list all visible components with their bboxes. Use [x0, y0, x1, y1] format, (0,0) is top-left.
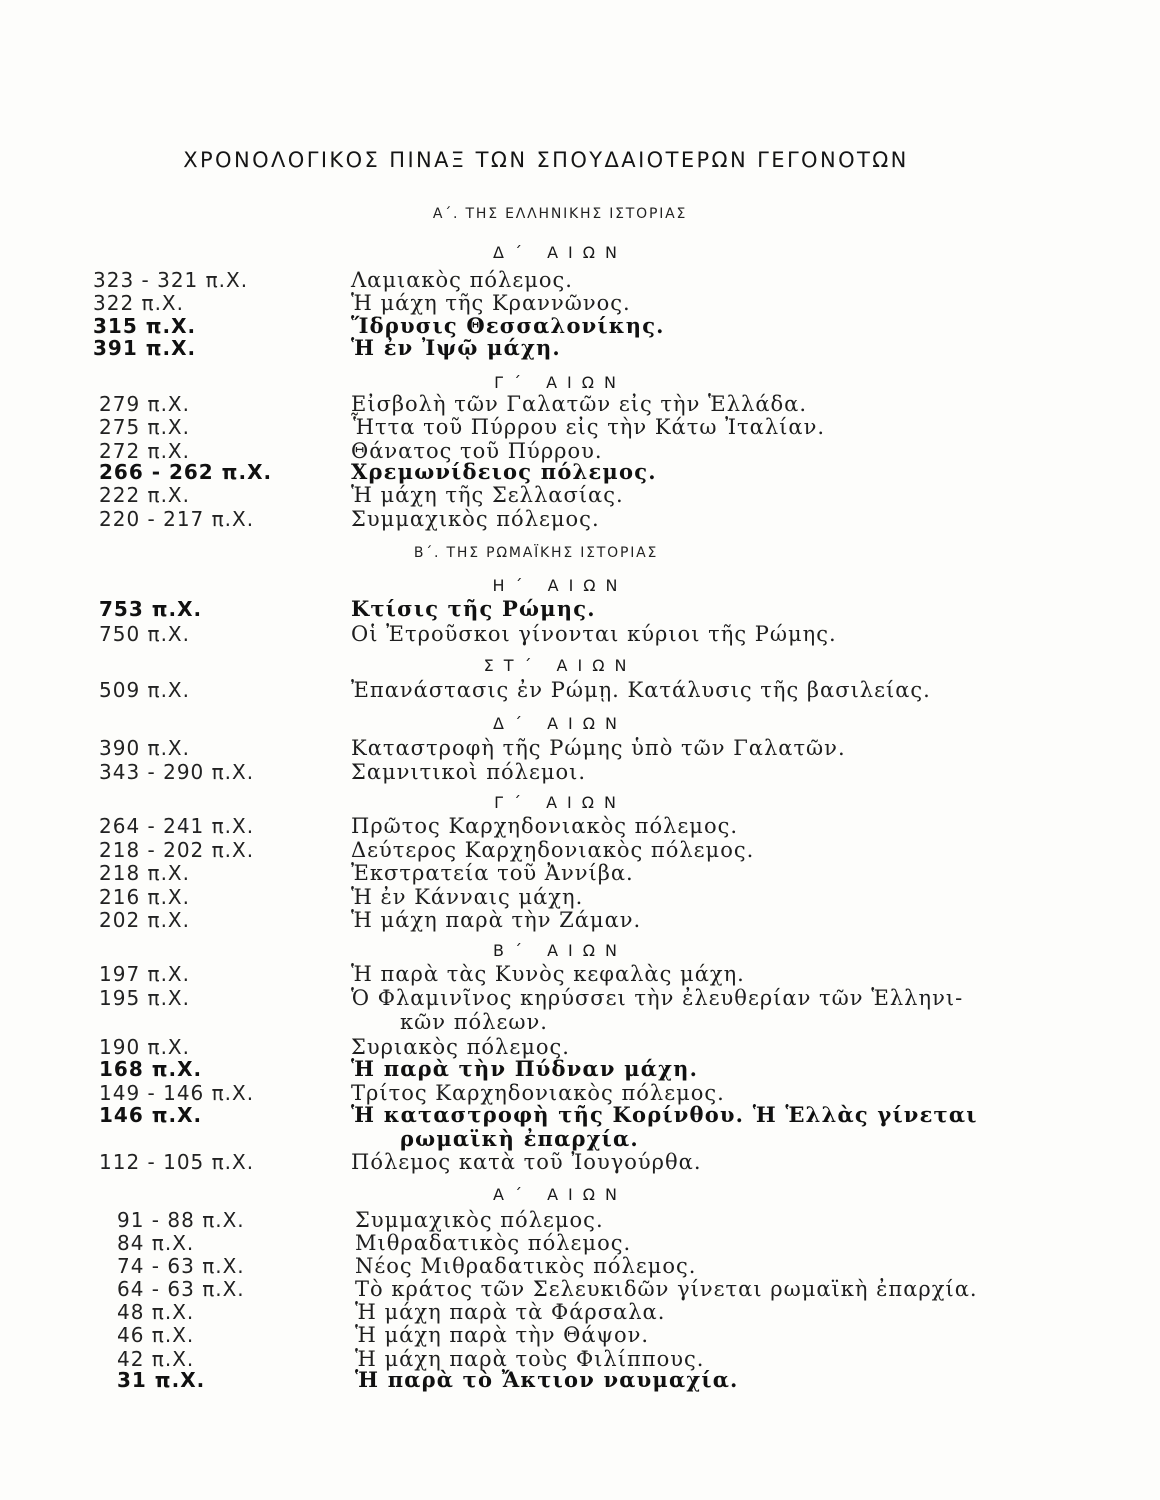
century-heading: Γ΄ ΑΙΩΝ [494, 793, 626, 812]
row-date: 195 π.Χ. [99, 986, 190, 1010]
century-heading: Δ΄ ΑΙΩΝ [493, 714, 627, 733]
chronology-row [0, 460, 1160, 484]
row-event: Νέος Μιθραδατικὸς πόλεμος. [355, 1254, 697, 1278]
chronology-row [0, 838, 1160, 862]
row-event: Κτίσις τῆς Ρώμης. [351, 596, 596, 621]
row-event: Συριακὸς πόλεμος. [351, 1035, 570, 1059]
row-date: 218 - 202 π.Χ. [99, 838, 255, 862]
chronology-row [0, 268, 1160, 292]
century-heading: Η΄ ΑΙΩΝ [492, 576, 628, 595]
row-event: Πόλεμος κατὰ τοῦ Ἰουγούρθα. [351, 1150, 702, 1174]
row-date: 31 π.Χ. [117, 1368, 206, 1392]
chronology-row [0, 622, 1160, 646]
chronology-row [0, 861, 1160, 885]
chronology-row [0, 885, 1160, 909]
row-event: Θάνατος τοῦ Πύρρου. [351, 439, 603, 463]
chronology-row [0, 483, 1160, 507]
row-event: Τὸ κράτος τῶν Σελευκιδῶν γίνεται ρωμαϊκὴ ἐπαρχία. [355, 1277, 978, 1301]
row-event: Ἡ μάχη παρὰ τὴν Ζάμαν. [351, 908, 642, 932]
row-date: 216 π.Χ. [99, 885, 190, 909]
chronology-row [0, 962, 1160, 986]
row-date: 509 π.Χ. [99, 678, 190, 702]
chronology-row [0, 1323, 1160, 1347]
chronology-row [0, 336, 1160, 360]
row-date: 266 - 262 π.Χ. [99, 460, 273, 484]
chronology-row [0, 760, 1160, 784]
chronology-row [0, 736, 1160, 760]
row-event: Ἡ καταστροφὴ τῆς Κορίνθου. Ἡ Ἑλλὰς γίνεται [351, 1102, 978, 1127]
row-date: 74 - 63 π.Χ. [117, 1254, 245, 1278]
chronology-row [0, 291, 1160, 315]
section-heading: Α΄. ΤΗΣ ΕΛΛΗΝΙΚΗΣ ΙΣΤΟΡΙΑΣ [432, 206, 688, 222]
row-event: Ἡ ἐν Ἰψῷ μάχη. [351, 335, 561, 360]
row-date: 322 π.Χ. [93, 291, 184, 315]
row-date: 112 - 105 π.Χ. [99, 1150, 255, 1174]
page-title: ΧΡΟΝΟΛΟΓΙΚΟΣ ΠΙΝΑΞ ΤΩΝ ΣΠΟΥΔΑΙΟΤΕΡΩΝ ΓΕΓΟΝΟΤΩΝ [183, 148, 909, 172]
chronology-row [0, 1208, 1160, 1232]
row-date: 146 π.Χ. [99, 1103, 203, 1127]
row-date: 48 π.Χ. [117, 1300, 195, 1324]
row-date: 315 π.Χ. [93, 314, 197, 338]
row-date: 91 - 88 π.Χ. [117, 1208, 245, 1232]
row-event: Ἡ μάχη παρὰ τὴν Θάψον. [355, 1323, 650, 1347]
century-heading: Δ΄ ΑΙΩΝ [493, 243, 627, 262]
row-event: Πρῶτος Καρχηδονιακὸς πόλεμος. [351, 814, 739, 838]
row-event: Ἡ ἐν Κάνναις μάχη. [351, 885, 584, 909]
chronology-row-continuation [0, 1010, 1160, 1034]
century-heading: Β΄ ΑΙΩΝ [493, 941, 627, 960]
row-date: 218 π.Χ. [99, 861, 190, 885]
chronology-row [0, 986, 1160, 1010]
row-date: 391 π.Χ. [93, 336, 197, 360]
row-date: 64 - 63 π.Χ. [117, 1277, 245, 1301]
century-heading: Α΄ ΑΙΩΝ [493, 1185, 627, 1204]
row-event-continuation: ρωμαϊκὴ ἐπαρχία. [400, 1126, 639, 1151]
row-date: 275 π.Χ. [99, 415, 190, 439]
row-event: Καταστροφὴ τῆς Ρώμης ὑπὸ τῶν Γαλατῶν. [351, 736, 846, 760]
chronology-row [0, 597, 1160, 621]
chronology-row [0, 1150, 1160, 1174]
row-event: Εἰσβολὴ τῶν Γαλατῶν εἰς τὴν Ἑλλάδα. [351, 392, 808, 416]
chronology-row [0, 814, 1160, 838]
chronology-row [0, 507, 1160, 531]
row-event: Τρίτος Καρχηδονιακὸς πόλεμος. [351, 1081, 725, 1105]
chronology-row [0, 1368, 1160, 1392]
row-event: Ἧττα τοῦ Πύρρου εἰς τὴν Κάτω Ἰταλίαν. [351, 415, 826, 439]
row-event: Ἐκστρατεία τοῦ Ἀννίβα. [351, 861, 634, 885]
row-date: 84 π.Χ. [117, 1231, 195, 1255]
row-event: Ἡ μάχη τῆς Σελλασίας. [351, 483, 624, 507]
row-event: Οἱ Ἐτροῦσκοι γίνονται κύριοι τῆς Ρώμης. [351, 622, 837, 646]
row-date: 220 - 217 π.Χ. [99, 507, 255, 531]
row-date: 190 π.Χ. [99, 1035, 190, 1059]
chronology-row [0, 314, 1160, 338]
chronology-row [0, 1231, 1160, 1255]
row-event: Ἡ παρὰ τὸ Ἄκτιον ναυμαχία. [355, 1367, 739, 1392]
row-date: 42 π.Χ. [117, 1347, 195, 1371]
row-date: 279 π.Χ. [99, 392, 190, 416]
row-date: 149 - 146 π.Χ. [99, 1081, 255, 1105]
chronology-row [0, 908, 1160, 932]
chronology-row [0, 1300, 1160, 1324]
row-date: 753 π.Χ. [99, 597, 203, 621]
chronology-row [0, 415, 1160, 439]
row-date: 46 π.Χ. [117, 1323, 195, 1347]
century-heading: Γ΄ ΑΙΩΝ [494, 373, 626, 392]
chronology-row [0, 1103, 1160, 1127]
section-heading: Β΄. ΤΗΣ ΡΩΜΑΪΚΗΣ ΙΣΤΟΡΙΑΣ [413, 545, 659, 561]
row-event: Μιθραδατικὸς πόλεμος. [355, 1231, 632, 1255]
row-date: 390 π.Χ. [99, 736, 190, 760]
row-event: Ἡ μάχη παρὰ τοὺς Φιλίππους. [355, 1347, 705, 1371]
row-event: Ἡ μάχη παρὰ τὰ Φάρσαλα. [355, 1300, 666, 1324]
row-event: Συμμαχικὸς πόλεμος. [355, 1208, 604, 1232]
row-event: Ἡ μάχη τῆς Κραννῶνος. [351, 291, 631, 315]
chronology-row [0, 1277, 1160, 1301]
row-date: 202 π.Χ. [99, 908, 190, 932]
row-event: Ἵδρυσις Θεσσαλονίκης. [351, 313, 665, 338]
chronology-row [0, 1254, 1160, 1278]
row-event: Ἡ παρὰ τὰς Κυνὸς κεφαλὰς μάχη. [351, 962, 745, 986]
row-date: 264 - 241 π.Χ. [99, 814, 255, 838]
row-event: Ὁ Φλαμινῖνος κηρύσσει τὴν ἐλευθερίαν τῶν Ἑλληνι- [351, 986, 964, 1010]
chronology-row-continuation [0, 1127, 1160, 1151]
row-date: 222 π.Χ. [99, 483, 190, 507]
row-date: 197 π.Χ. [99, 962, 190, 986]
row-date: 323 - 321 π.Χ. [93, 268, 249, 292]
row-event: Ἡ παρὰ τὴν Πύδναν μάχη. [351, 1056, 699, 1081]
row-event: Δεύτερος Καρχηδονιακὸς πόλεμος. [351, 838, 755, 862]
chronology-row [0, 1057, 1160, 1081]
row-date: 343 - 290 π.Χ. [99, 760, 255, 784]
century-heading: ΣΤ΄ ΑΙΩΝ [483, 656, 637, 675]
row-event: Ἐπανάστασις ἐν Ρώμῃ. Κατάλυσις τῆς βασιλείας. [351, 678, 931, 702]
row-date: 750 π.Χ. [99, 622, 190, 646]
row-date: 168 π.Χ. [99, 1057, 203, 1081]
row-event: Χρεμωνίδειος πόλεμος. [351, 459, 657, 484]
row-date: 272 π.Χ. [99, 439, 190, 463]
chronology-row [0, 678, 1160, 702]
row-event: Σαμνιτικοὶ πόλεμοι. [351, 760, 587, 784]
row-event-continuation: κῶν πόλεων. [400, 1010, 548, 1034]
row-event: Λαμιακὸς πόλεμος. [351, 268, 573, 292]
row-event: Συμμαχικὸς πόλεμος. [351, 507, 600, 531]
chronology-row [0, 392, 1160, 416]
